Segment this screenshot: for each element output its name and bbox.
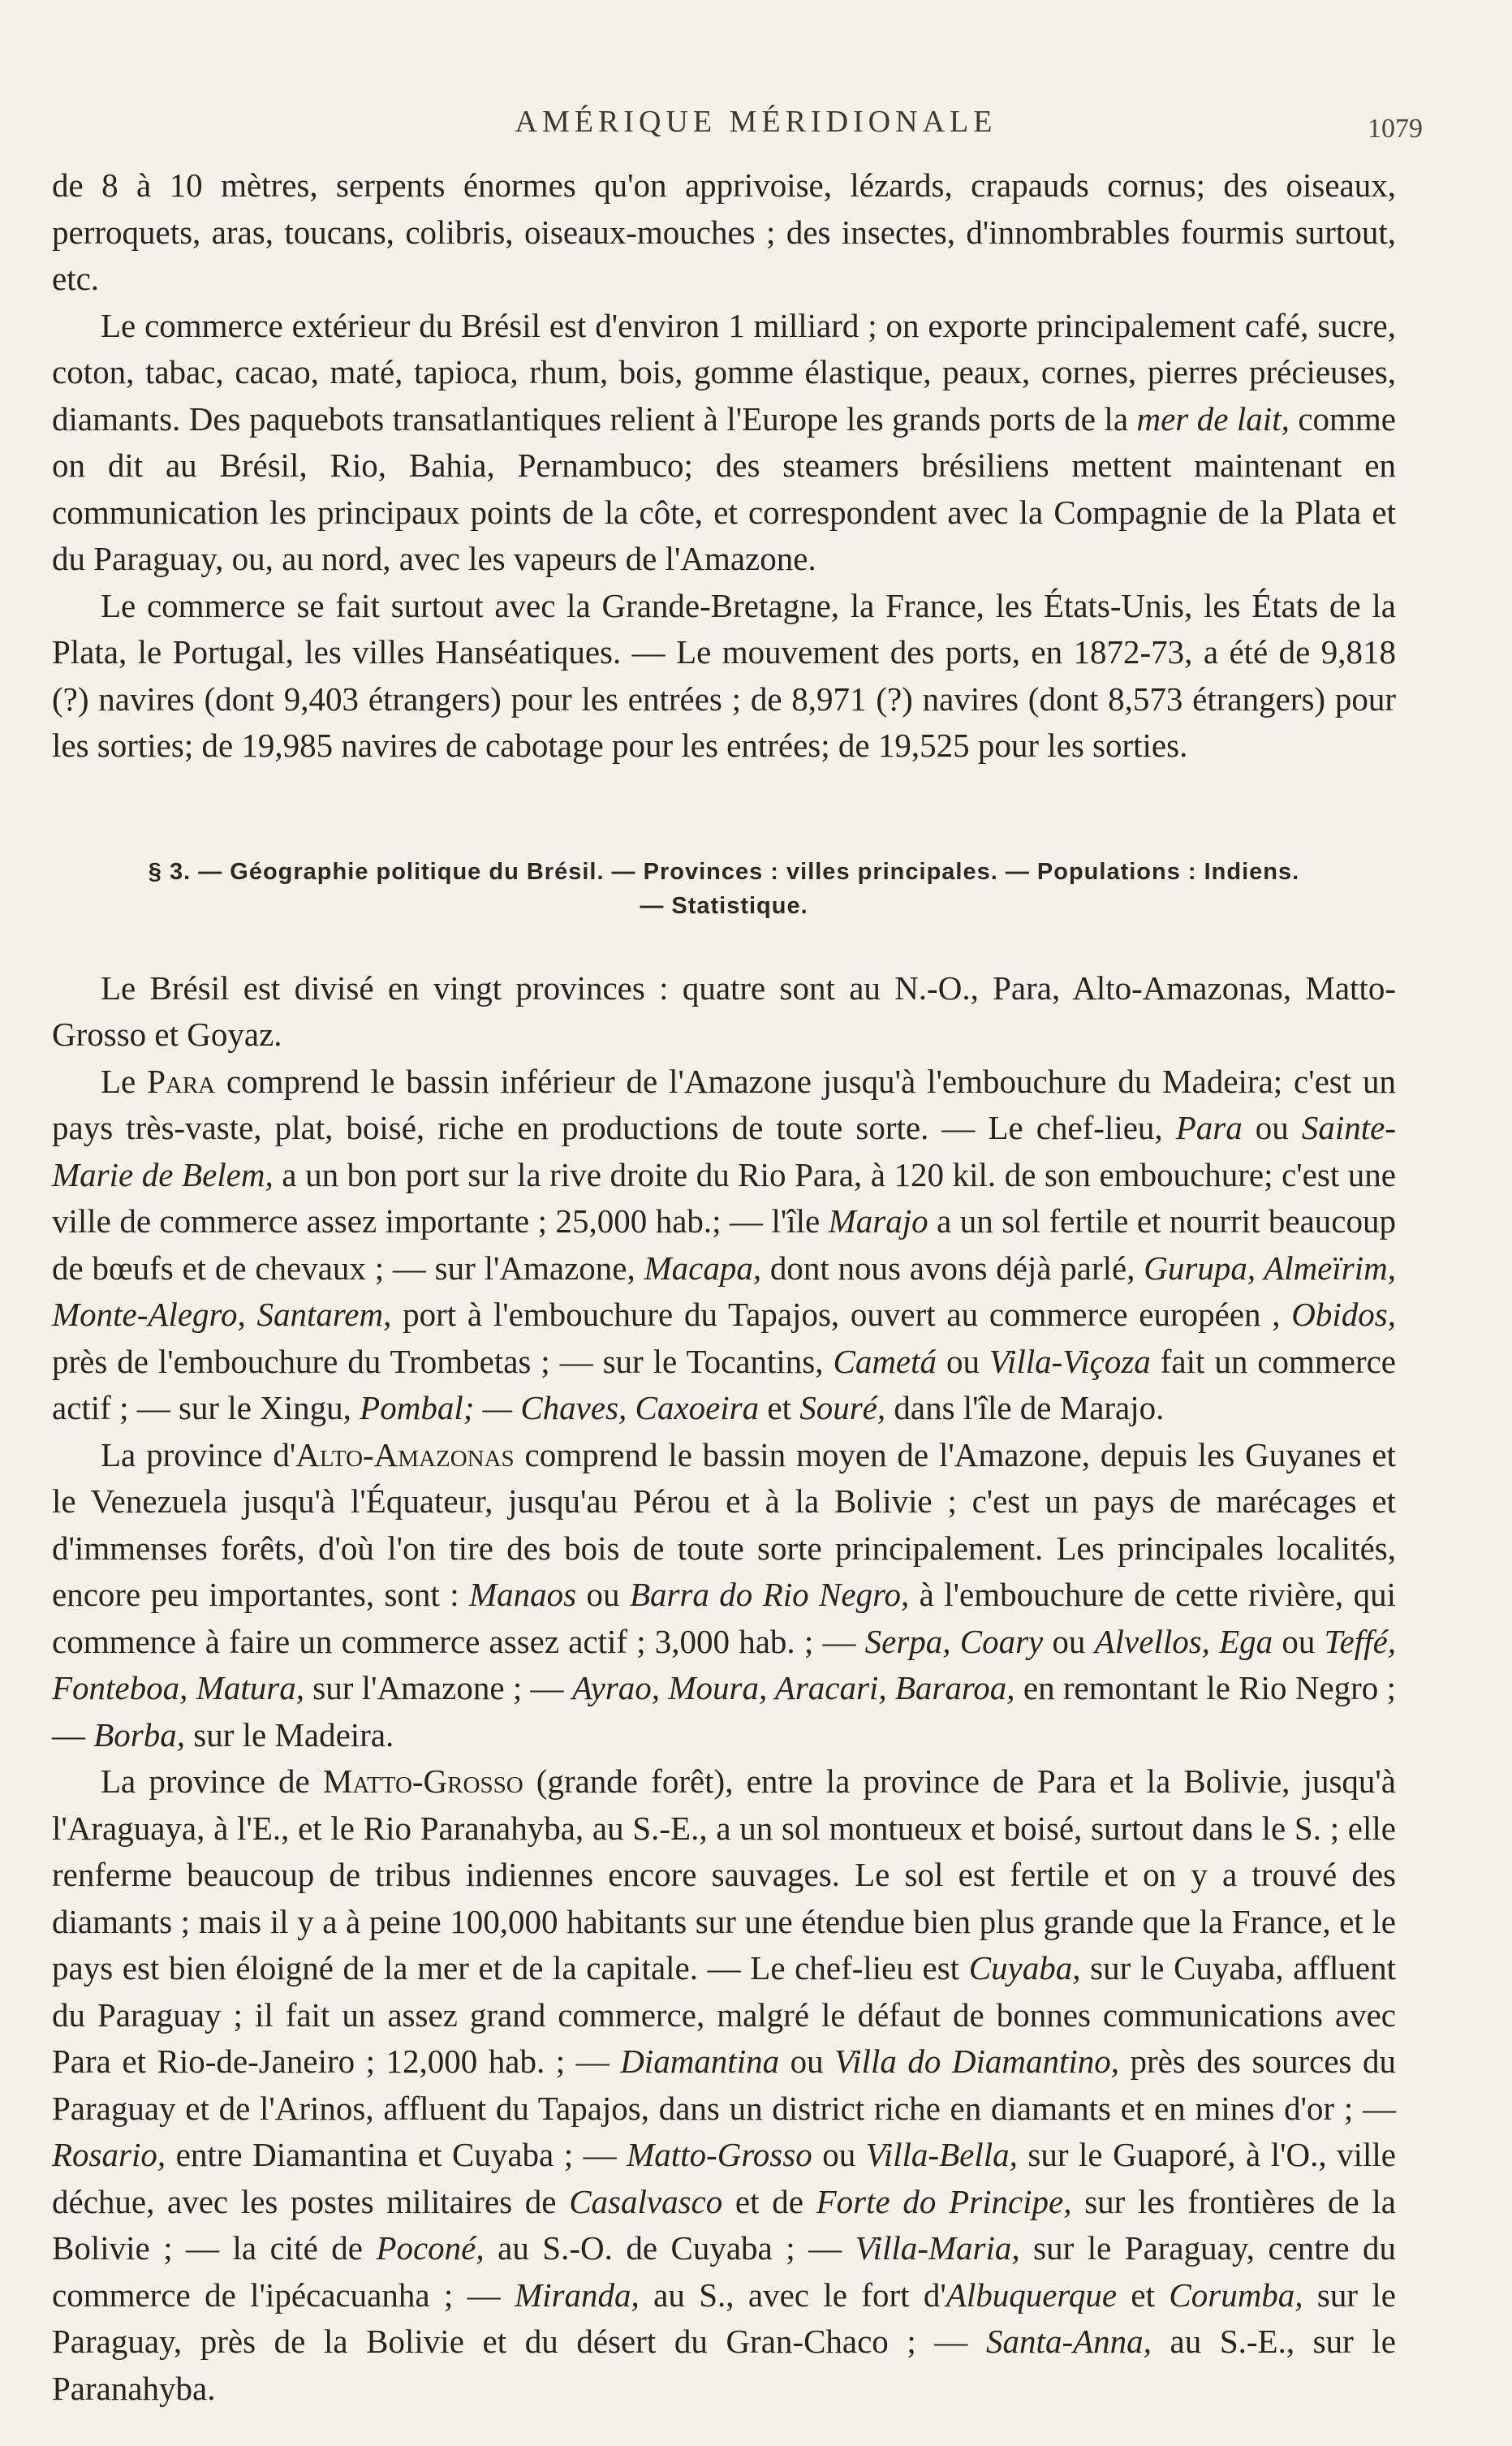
body-text [52, 162, 1396, 2412]
paragraph-provinces: Le Brésil est divisé en vingt provinces : quatre sont au N.-O., Para, Alto-Amazonas, Matto-Grosso et Goyaz. [52, 968, 1396, 1053]
page-number: 1079 [1368, 114, 1423, 144]
page-header [0, 104, 1512, 153]
section-heading-line-2: — Statistique. [640, 892, 808, 919]
running-title: AMÉRIQUE MÉRIDIONALE [515, 105, 997, 139]
section-heading [52, 855, 1396, 923]
section-heading-line-1: § 3. — Géographie politique du Brésil. — Provinces : villes principales. — Populations : Indiens. [148, 858, 1300, 885]
paragraph-alto-amazonas: La province d'Alto-Amazonas comprend le bassin moyen de l'Amazone, depuis les Guyanes et le Venezuela jusqu'à l'Équateur, jusqu'au Pérou et à la Bolivie ; c'est un pays de marécages et d'immenses forêts, d'où l'on tire des bois de toute sorte principalement. Les principales localités, encore peu importantes, sont : Manaos ou Barra do Rio Negro, à l'embouchure de cette rivière, qui commence à faire un commerce assez actif ; 3,000 hab. ; — Serpa, Coary ou Alvellos, Ega ou Teffé, Fonteboa, Matura, sur l'Amazone ; — Ayrao, Moura, Aracari, Bararoa, en remontant le Rio Negro ; — Borba, sur le Madeira. [52, 1435, 1397, 1754]
intro-paragraph-mouvement-ports: Le commerce se fait surtout avec la Grande-Bretagne, la France, les États-Unis, les États de la Plata, le Portugal, les villes Hanséatiques. — Le mouvement des ports, en 1872-73, a été de 9,818 (?) navires (dont 9,403 étrangers) pour les entrées ; de 8,971 (?) navires (dont 8,573 étrangers) pour les sorties; de 19,985 navires de cabotage pour les entrées; de 19,525 pour les sorties. [52, 586, 1396, 764]
paragraph-matto-grosso: La province de Matto-Grosso (grande forêt), entre la province de Para et la Bolivie, jusqu'à l'Araguaya, à l'E., et le Rio Paranahyba, au S.-E., a un sol montueux et boisé, surtout dans le S. ; elle renferme beaucoup de tribus indiennes encore sauvages. Le sol est fertile et on y a trouvé des diamants ; mais il y a à peine 100,000 habitants sur une étendue bien plus grande que la France, et le pays est bien éloigné de la mer et de la capitale. — Le chef-lieu est Cuyaba, sur le Cuyaba, affluent du Paraguay ; il fait un assez grand commerce, malgré le défaut de bonnes communications avec Para et Rio-de-Janeiro ; 12,000 hab. ; — Diamantina ou Villa do Diamantino, près des sources du Paraguay et de l'Arinos, affluent du Tapajos, dans un district riche en diamants et en mines d'or ; — Rosario, entre Diamantina et Cuyaba ; — Matto-Grosso ou Villa-Bella, sur le Guaporé, à l'O., ville déchue, avec les postes militaires de Casalvasco et de Forte do Principe, sur les frontières de la Bolivie ; — la cité de Poconé, au S.-O. de Cuyaba ; — Villa-Maria, sur le Paraguay, centre du commerce de l'ipécacuanha ; — Miranda, au S., avec le fort d'Albuquerque et Corumba, sur le Paraguay, près de la Bolivie et du désert du Gran-Chaco ; — Santa-Anna, au S.-E., sur le Paranahyba. [52, 1762, 1397, 2407]
paragraph-para: Le Para comprend le bassin inférieur de l'Amazone jusqu'à l'embouchure du Madeira; c'est un pays très-vaste, plat, boisé, riche en productions de toute sorte. — Le chef-lieu, Para ou Sainte-Marie de Belem, a un bon port sur la rive droite du Rio Para, à 120 kil. de son embouchure; c'est une ville de commerce assez importante ; 25,000 hab.; — l'île Marajo a un sol fertile et nourrit beaucoup de bœufs et de chevaux ; — sur l'Amazone, Macapa, dont nous avons déjà parlé, Gurupa, Almeïrim, Monte-Alegro, Santarem, port à l'embouchure du Tapajos, ouvert au commerce européen , Obidos, près de l'embouchure du Trombetas ; — sur le Tocantins, Cametá ou Villa-Viçoza fait un commerce actif ; — sur le Xingu, Pombal; — Chaves, Caxoeira et Souré, dans l'île de Marajo. [52, 1062, 1397, 1426]
intro-paragraph-fauna: de 8 à 10 mètres, serpents énormes qu'on apprivoise, lézards, crapauds cornus; des oiseaux, perroquets, aras, toucans, colibris, oiseaux-mouches ; des insectes, d'innombrables fourmis surtout, etc. [52, 166, 1396, 297]
intro-paragraph-commerce-exterieur: Le commerce extérieur du Brésil est d'environ 1 milliard ; on exporte principalement café, sucre, coton, tabac, cacao, maté, tapioca, rhum, bois, gomme élastique, peaux, cornes, pierres précieuses, diamants. Des paquebots transatlantiques relient à l'Europe les grands ports de la mer de lait, comme on dit au Brésil, Rio, Bahia, Pernambuco; des steamers brésiliens mettent maintenant en communication les principaux points de la côte, et correspondent avec la Compagnie de la Plata et du Paraguay, ou, au nord, avec les vapeurs de l'Amazone. [52, 306, 1396, 577]
